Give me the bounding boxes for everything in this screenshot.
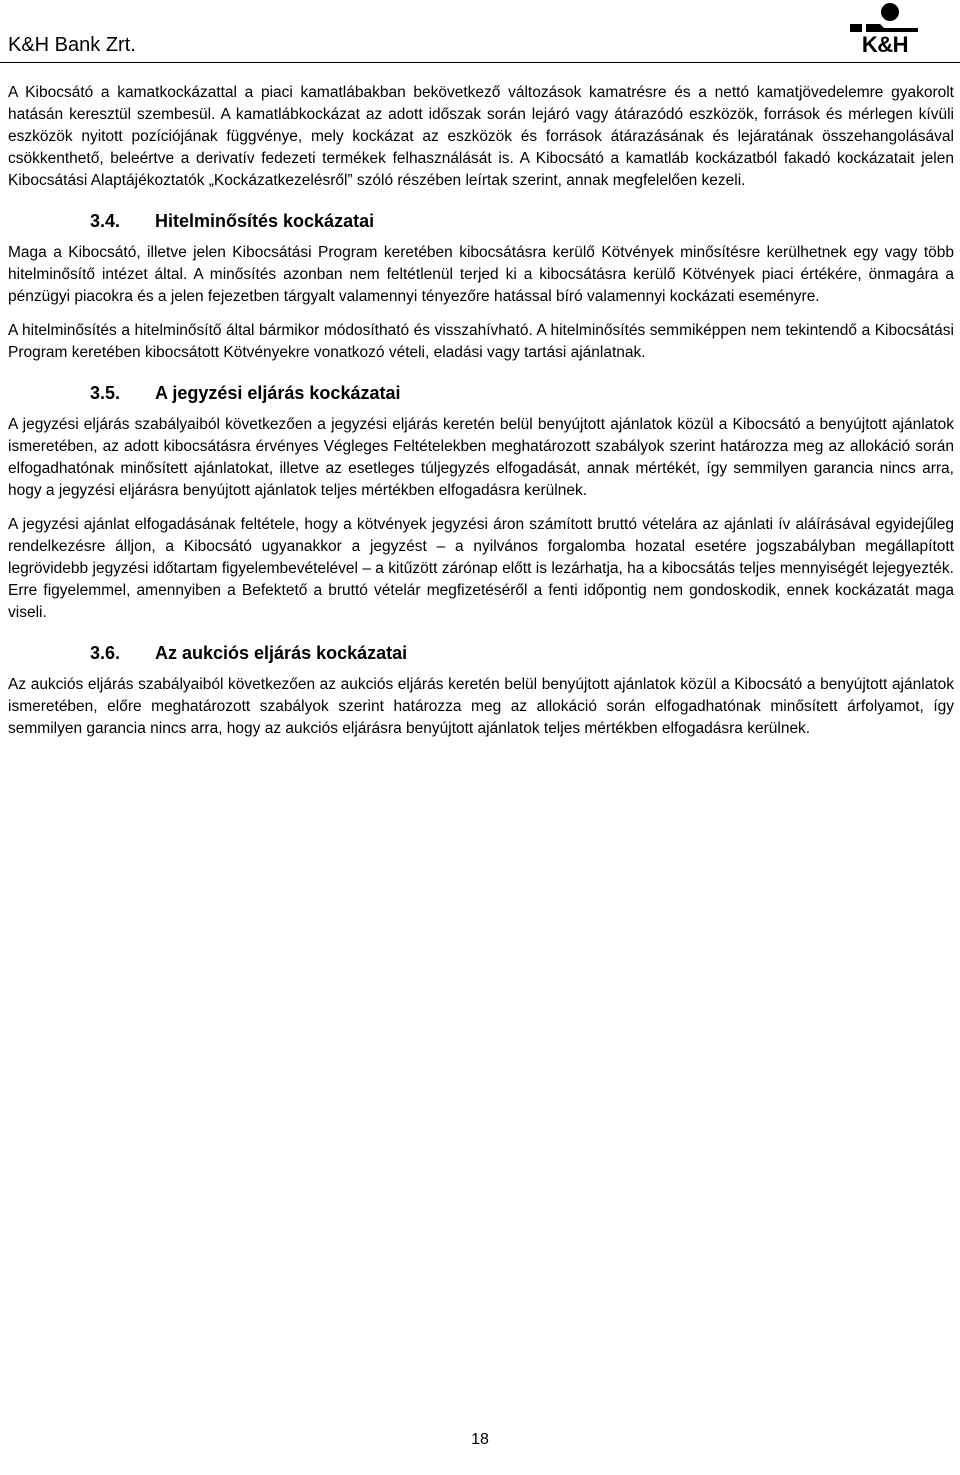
section-heading [8, 210, 954, 232]
paragraph: A jegyzési ajánlat elfogadásának feltétele, hogy a kötvények jegyzési áron számított bruttó vételára az ajánlati ív aláírásával egyidejűleg rendelkezésre álljon, a Kibocsátó ugyanakkor a jegyzést – a nyilvános forgalomba hozatal esetére jogszabályban megállapított legrövidebb jegyzési időtartam figyelembevételével – a kitűzött zárónap előtt is lezárhatja, ha a kibocsátás teljes mennyiségét lejegyezték. Erre figyelemmel, amennyiben a Befektető a bruttó vételár megfizetéséről a fenti időpontig nem gondoskodik, ennek kockázatát maga viseli. [8, 516, 954, 621]
logo-text: K&H [861, 32, 909, 57]
paragraph: A hitelminősítés a hitelminősítő által bármikor módosítható és visszahívható. A hitelminősítés semmiképpen nem tekintendő a Kibocsátási Program keretében kibocsátott Kötvényekre vonatkozó vételi, eladási vagy tartási ajánlatnak. [8, 322, 954, 361]
section-title: Hitelminősítés kockázatai [155, 211, 375, 231]
section-title: Az aukciós eljárás kockázatai [155, 643, 408, 663]
page-header [0, 0, 960, 60]
section-number: 3.4. [90, 211, 121, 231]
section-number: 3.6. [90, 643, 121, 663]
section-title: A jegyzési eljárás kockázatai [155, 383, 401, 403]
document-body [8, 82, 954, 752]
paragraph: A Kibocsátó a kamatkockázattal a piaci kamatlábakban bekövetkező változások kamatrésre és a nettó kamatjövedelemre gyakorolt hatásán keresztül szembesül. A kamatlábkockázat az adott időszak során lejáró vagy átárazódó eszközök, források és mérlegen kívüli eszközök nyitott pozíciójának függvénye, mely kockázat az eszközök és források átárazásának és lejáratának összehangolásával csökkenthető, beleértve a derivatív fedezeti termékek felhasználását is. A Kibocsátó a kamatláb kockázatból fakadó kockázatait jelen Kibocsátási Alaptájékoztatók „Kockázatkezelésről” szóló részében leírtak szerint, annak megfelelően kezeli. [8, 84, 954, 189]
paragraph: A jegyzési eljárás szabályaiból következően a jegyzési eljárás keretén belül benyújtott ajánlatok közül a Kibocsátó a benyújtott ajánlatok ismeretében, az adott kibocsátásra érvényes Végleges Feltételekben meghatározott szabályok szerint határozza meg az allokáció során elfogadhatónak minősített ajánlatokat, illetve az esetleges túljegyzés elfogadását, annak mértékét, így semmilyen garancia nincs arra, hogy a jegyzési eljárásra benyújtott ajánlatok teljes mértékben elfogadásra kerülnek. [8, 416, 954, 499]
paragraph: Az aukciós eljárás szabályaiból következően az aukciós eljárás keretén belül benyújtott ajánlatok közül a Kibocsátó a benyújtott ajánlatok ismeretében, előre meghatározott szabályok szerint határozza meg az allokáció során elfogadhatónak minősített árfolyamot, így semmilyen garancia nincs arra, hogy az aukciós eljárásra benyújtott ajánlatok teljes mértékben elfogadásra kerülnek. [8, 676, 954, 737]
page-number: 18 [471, 1431, 489, 1448]
kh-logo-icon [846, 2, 920, 32]
section-heading [8, 382, 954, 404]
paragraph: Maga a Kibocsátó, illetve jelen Kibocsátási Program keretében kibocsátásra kerülő Kötvények minősítésre kerülhetnek egy vagy több hitelminősítő intézet által. A minősítés azonban nem feltétlenül terjed ki a kibocsátásra kerülő Kötvények piaci értékére, önmagára a pénzügyi piacokra és a jelen fejezetben tárgyalt valamennyi tényezőre hatással bíró valamennyi kockázati eseményre. [8, 244, 954, 305]
section-heading [8, 642, 954, 664]
company-name: K&H Bank Zrt. [8, 34, 136, 56]
header-rule [0, 62, 960, 63]
kh-logo [846, 2, 920, 58]
section-number: 3.5. [90, 383, 121, 403]
